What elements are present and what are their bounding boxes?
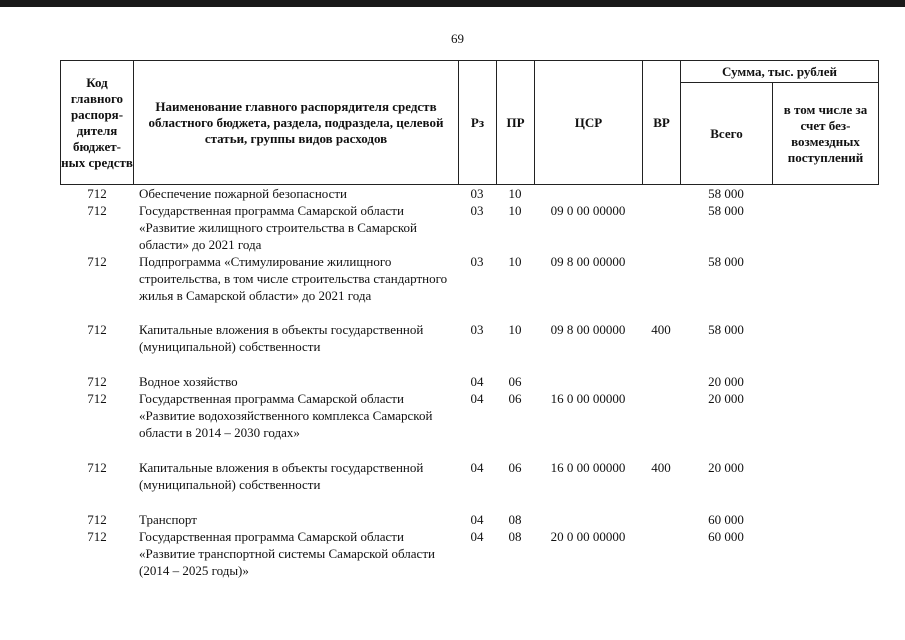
cell-pr: 10 (508, 203, 522, 218)
cell-rz: 04 (470, 529, 484, 544)
cell-pr: 10 (508, 186, 522, 201)
cell-csr: 16 0 00 00000 (550, 460, 626, 475)
cell-name: Подпрограмма «Стимулирование жилищного строительства, в том числе строительства стандартного жилья в Самарской области» до 2021 года (139, 254, 448, 303)
cell-name: Государственная программа Самарской области «Развитие транспортной системы Самарской области (2014 – 2025 годы)» (139, 529, 435, 578)
cell-total: 58 000 (708, 322, 744, 337)
cell-total: 58 000 (708, 203, 744, 218)
cell-code: 712 (87, 374, 107, 389)
cell-code: 712 (87, 322, 107, 337)
cell-code: 712 (87, 529, 107, 544)
cell-code: 712 (87, 460, 107, 475)
cell-total: 20 000 (708, 391, 744, 406)
cell-vr: 400 (651, 460, 671, 475)
cell-code: 712 (87, 254, 107, 269)
cell-csr: 20 0 00 00000 (550, 529, 626, 544)
cell-name: Водное хозяйство (139, 374, 238, 389)
header-csr: ЦСР (534, 60, 643, 185)
cell-total: 58 000 (708, 254, 744, 269)
cell-csr: 09 0 00 00000 (550, 203, 626, 218)
cell-code: 712 (87, 186, 107, 201)
cell-pr: 08 (508, 529, 522, 544)
cell-total: 58 000 (708, 186, 744, 201)
cell-name: Капитальные вложения в объекты государственной (муниципальной) собственности (139, 322, 424, 354)
cell-pr: 08 (508, 512, 522, 527)
cell-total: 60 000 (708, 529, 744, 544)
cell-csr: 09 8 00 00000 (550, 254, 626, 269)
cell-rz: 04 (470, 512, 484, 527)
cell-name: Транспорт (139, 512, 197, 527)
header-incl-grants: в том числе за счет без-возмездных поступлений (772, 82, 879, 185)
cell-rz: 03 (470, 186, 484, 201)
header-code: Код главного распоря-дителя бюджет-ных средств (60, 60, 134, 185)
cell-pr: 10 (508, 322, 522, 337)
cell-name: Капитальные вложения в объекты государственной (муниципальной) собственности (139, 460, 424, 492)
cell-rz: 03 (470, 322, 484, 337)
page-number: 69 (451, 31, 464, 46)
cell-rz: 04 (470, 391, 484, 406)
cell-total: 60 000 (708, 512, 744, 527)
header-name: Наименование главного распорядителя средств областного бюджета, раздела, подраздела, целевой статьи, группы видов расходов (133, 60, 459, 185)
cell-csr: 09 8 00 00000 (550, 322, 626, 337)
cell-rz: 03 (470, 254, 484, 269)
header-total: Всего (680, 82, 773, 185)
cell-name: Государственная программа Самарской области «Развитие жилищного строительства в Самарской области» до 2021 года (139, 203, 417, 252)
cell-total: 20 000 (708, 374, 744, 389)
cell-vr: 400 (651, 322, 671, 337)
cell-pr: 10 (508, 254, 522, 269)
header-rz: Рз (458, 60, 497, 185)
top-border (0, 0, 905, 7)
cell-name: Обеспечение пожарной безопасности (139, 186, 348, 201)
cell-pr: 06 (508, 374, 522, 389)
cell-code: 712 (87, 203, 107, 218)
header-sum-group: Сумма, тыс. рублей (680, 60, 879, 83)
cell-name: Государственная программа Самарской области «Развитие водохозяйственного комплекса Самарской области в 2014 – 2030 годах» (139, 391, 433, 440)
cell-code: 712 (87, 512, 107, 527)
header-vr: ВР (642, 60, 681, 185)
cell-rz: 03 (470, 203, 484, 218)
cell-rz: 04 (470, 374, 484, 389)
cell-rz: 04 (470, 460, 484, 475)
cell-total: 20 000 (708, 460, 744, 475)
cell-csr: 16 0 00 00000 (550, 391, 626, 406)
cell-pr: 06 (508, 460, 522, 475)
header-pr: ПР (496, 60, 535, 185)
cell-code: 712 (87, 391, 107, 406)
cell-pr: 06 (508, 391, 522, 406)
